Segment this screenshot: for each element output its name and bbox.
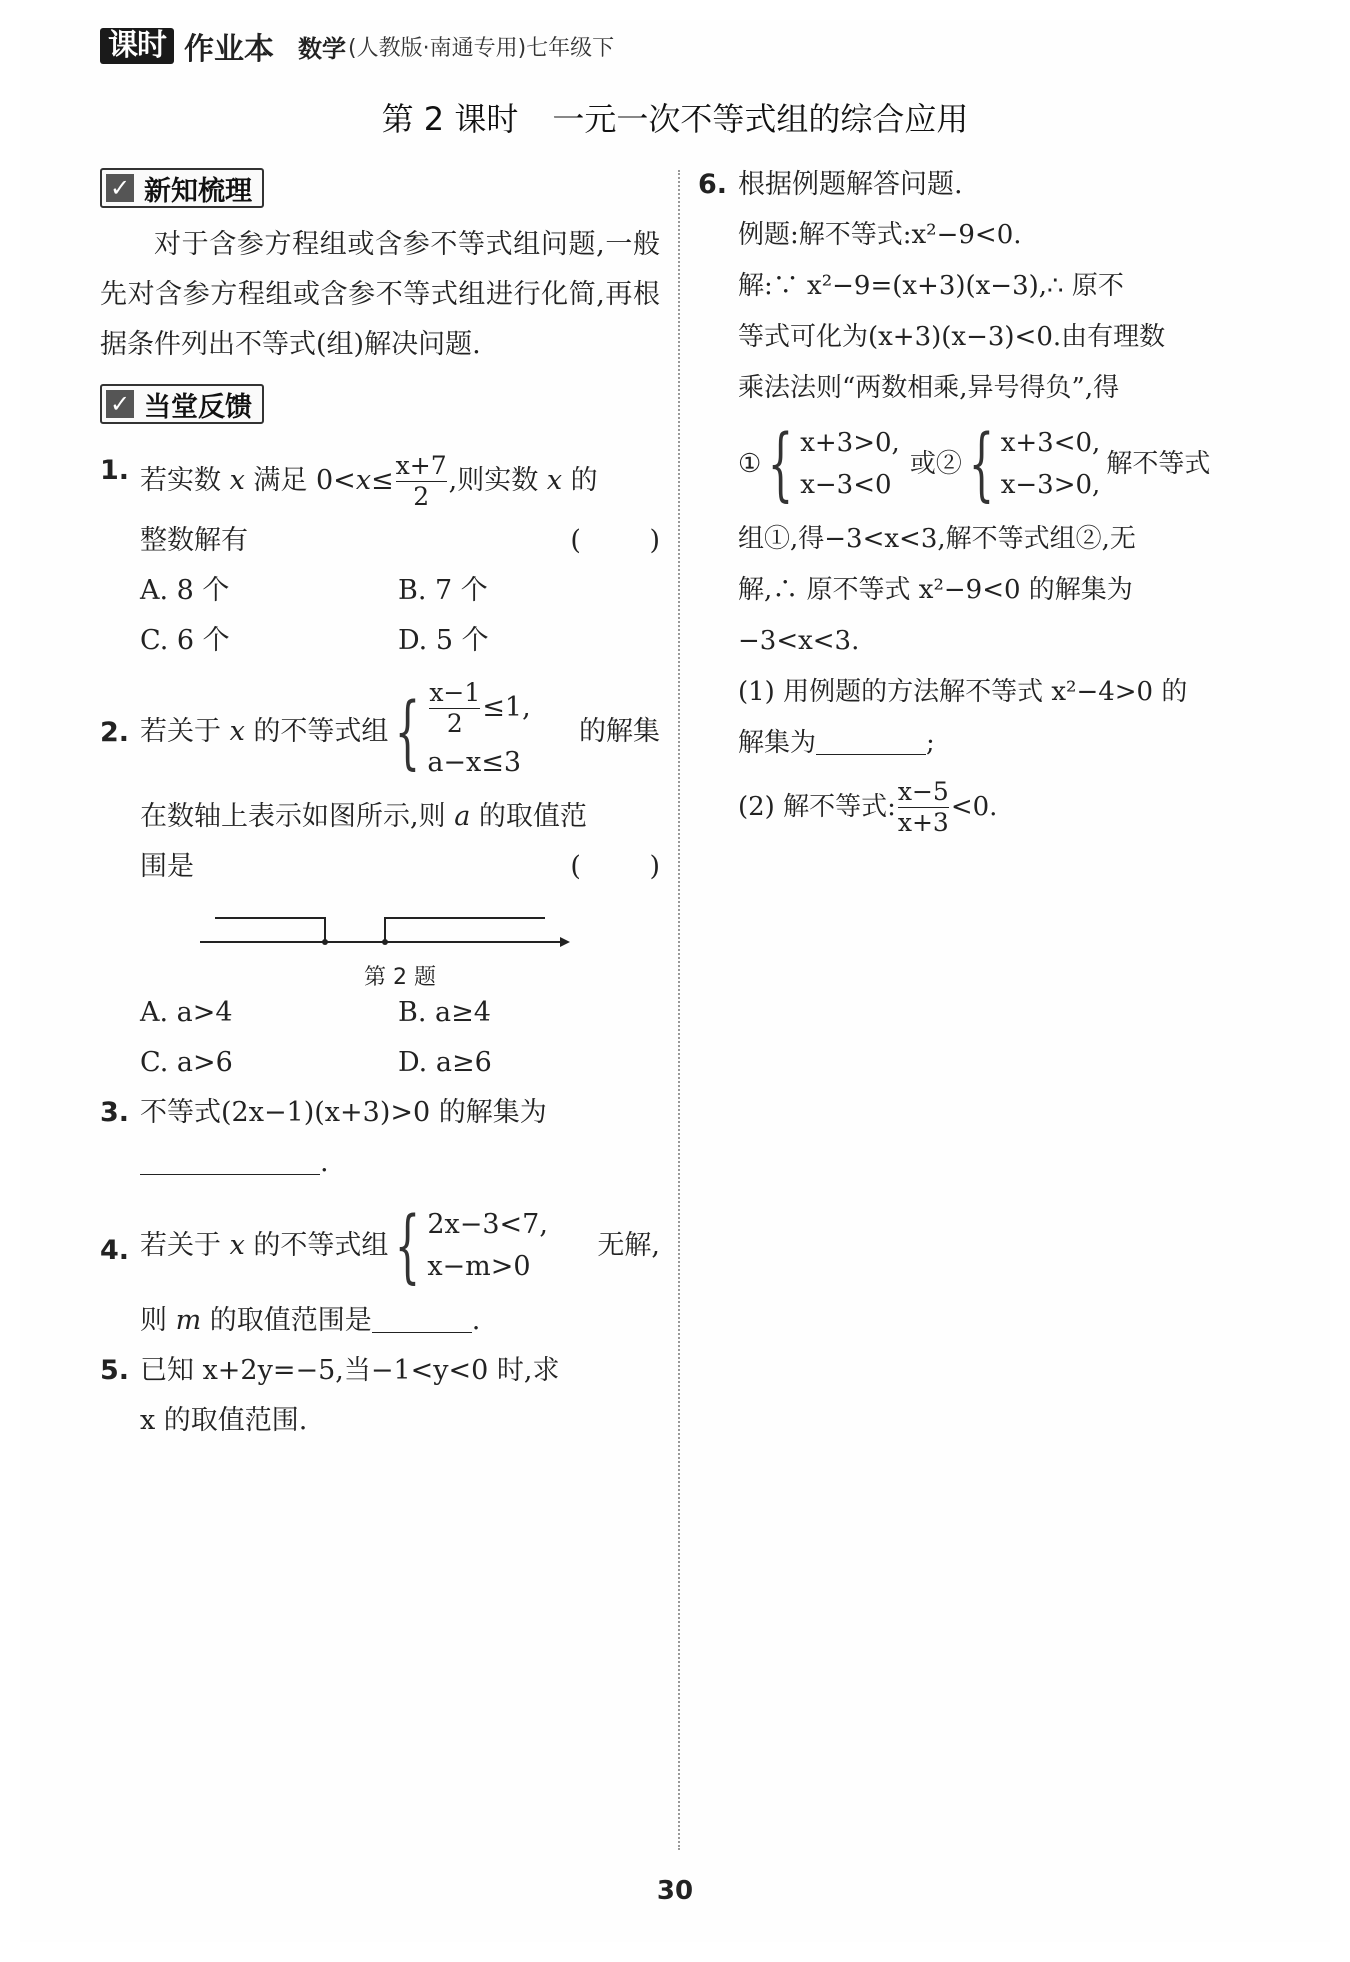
choice-b[interactable]: B. a≥4 xyxy=(398,997,491,1028)
system-label: ① xyxy=(738,448,762,479)
part-2-text: <0. xyxy=(950,791,998,822)
q2-text: 的取值范 xyxy=(478,801,587,832)
question-3 xyxy=(100,1088,660,1188)
var-x: x xyxy=(355,465,372,496)
fraction-denominator: x+3 xyxy=(897,807,949,837)
question-1 xyxy=(100,446,690,566)
left-column xyxy=(100,168,690,1446)
inequality: a−x≤3 xyxy=(427,746,522,778)
solution-line: −3<x<3. xyxy=(738,626,860,656)
choice-d[interactable]: D. a≥6 xyxy=(398,1047,492,1078)
solution-line: 解,∴ 原不等式 x²−9<0 的解集为 xyxy=(738,575,1133,605)
q5-text: 已知 x+2y=−5,当−1<y<0 时,求 xyxy=(140,1355,560,1386)
question-number: 2. xyxy=(100,717,130,748)
var-m: m xyxy=(175,1305,202,1336)
q4-text: 若关于 xyxy=(140,1230,221,1261)
inequality-system xyxy=(388,1199,548,1292)
section-label: 当堂反馈 xyxy=(144,391,252,423)
q2-text: 的解集 xyxy=(579,716,660,747)
lesson-topic: 一元一次不等式组的综合应用 xyxy=(552,100,969,138)
part-1-text: ; xyxy=(926,728,935,758)
var-x: x xyxy=(546,465,563,496)
inequality: x−3<0 xyxy=(800,470,892,500)
fraction xyxy=(898,777,949,838)
fraction-numerator: x−1 xyxy=(429,677,481,707)
inequality: x−3>0, xyxy=(1000,470,1101,500)
fraction xyxy=(429,678,480,739)
brand-badge: 课时 xyxy=(100,28,174,64)
inequality: ≤1, xyxy=(482,691,531,723)
point-right xyxy=(382,939,388,945)
choice-a[interactable]: A. a>4 xyxy=(140,997,233,1028)
question-2 xyxy=(100,672,690,892)
section-label: 新知梳理 xyxy=(144,175,252,207)
choice-c[interactable]: C. a>6 xyxy=(140,1047,233,1078)
question-number: 5. xyxy=(100,1355,130,1386)
inequality: x+3>0, xyxy=(800,428,900,458)
q1-text: ,则实数 xyxy=(448,465,539,496)
choice-c[interactable]: C. 6 个 xyxy=(140,625,230,656)
brace-icon: { xyxy=(395,1199,421,1292)
q6-example xyxy=(698,210,1258,845)
subject-detail: (人教版·南通专用)七年级下 xyxy=(348,35,615,61)
choice-d[interactable]: D. 5 个 xyxy=(398,625,489,656)
solution-line: 解不等式 xyxy=(1106,448,1211,479)
axis-arrow-icon xyxy=(560,937,570,947)
q4-text: 的取值范围是 xyxy=(209,1305,372,1336)
solution-line: 乘法法则“两数相乘,异号得负”,得 xyxy=(738,373,1120,403)
question-number: 1. xyxy=(100,455,130,486)
right-column xyxy=(698,160,1258,845)
var-a: a xyxy=(454,801,471,832)
inequality-system xyxy=(761,417,900,510)
var-x: x xyxy=(229,465,245,496)
q4-text: 的不等式组 xyxy=(253,1230,389,1261)
page-number: 30 xyxy=(656,1876,694,1906)
q1-text: ≤ xyxy=(371,465,394,496)
question-number: 6. xyxy=(698,169,728,200)
q2-choices xyxy=(100,988,660,1088)
var-x: x xyxy=(229,716,245,747)
subject: 数学 xyxy=(298,34,346,63)
question-number: 4. xyxy=(100,1235,130,1266)
example-line: 例题:解不等式:x²−9<0. xyxy=(738,220,1022,250)
summary-text: 对于含参方程组或含参不等式组问题,一般先对含参方程组或含参不等式组进行化简,再根据条件列出不等式(组)解决问题. xyxy=(100,229,660,360)
answer-bracket: ( ) xyxy=(570,851,690,882)
q2-text: 在数轴上表示如图所示,则 xyxy=(140,801,446,832)
fraction-numerator: x−5 xyxy=(897,776,949,806)
column-divider xyxy=(678,170,680,1850)
q4-text: 则 xyxy=(140,1305,167,1336)
point-left xyxy=(322,939,328,945)
solution-ray-left xyxy=(215,918,325,942)
section-tag-new xyxy=(100,168,264,208)
brace-icon: { xyxy=(968,417,995,510)
q2-text: 围是 xyxy=(140,851,194,882)
q4-text: . xyxy=(471,1305,481,1336)
q3-text: 不等式(2x−1)(x+3)>0 的解集为 xyxy=(140,1097,547,1128)
figure-caption: 第 2 题 xyxy=(364,965,436,990)
q5-text: x 的取值范围. xyxy=(140,1405,308,1436)
fraction-denominator: 2 xyxy=(413,482,430,511)
question-6 xyxy=(698,160,1258,210)
part-2-text: (2) 解不等式: xyxy=(738,791,896,822)
solution-systems xyxy=(738,414,1258,514)
inequality: x+3<0, xyxy=(1000,428,1101,458)
lesson-number: 第 2 课时 xyxy=(381,100,519,138)
checkmark-icon: ✓ xyxy=(106,390,134,418)
answer-blank[interactable] xyxy=(372,1302,472,1333)
answer-blank[interactable] xyxy=(140,1144,320,1175)
brace-icon: { xyxy=(768,417,794,510)
choice-b[interactable]: B. 7 个 xyxy=(398,575,488,606)
q1-choices xyxy=(100,566,660,666)
part-2 xyxy=(738,769,1258,845)
header xyxy=(100,26,614,66)
q6-text: 根据例题解答问题. xyxy=(738,169,963,200)
inequality: x−m>0 xyxy=(427,1251,531,1282)
q2-text: 的不等式组 xyxy=(253,716,389,747)
fraction-denominator: 2 xyxy=(446,708,463,738)
question-4 xyxy=(100,1196,660,1346)
inequality: 2x−3<7, xyxy=(427,1209,548,1240)
q1-text: 若实数 xyxy=(140,465,221,496)
solution-line: 解:∵ x²−9=(x+3)(x−3),∴ 原不 xyxy=(738,271,1124,301)
number-line xyxy=(140,892,660,962)
solution-line: 组①,得−3<x<3,解不等式组②,无 xyxy=(738,524,1136,554)
q1-text: 的 xyxy=(570,465,598,496)
inequality-system xyxy=(962,417,1101,510)
solution-ray-right xyxy=(385,918,545,942)
part-1-text: (1) 用例题的方法解不等式 x²−4>0 的 xyxy=(738,677,1188,707)
fraction xyxy=(396,451,447,512)
question-number: 3. xyxy=(100,1097,130,1128)
question-5 xyxy=(100,1346,660,1446)
q4-text: 无解, xyxy=(597,1230,660,1261)
inequality-system xyxy=(388,678,530,787)
choice-a[interactable]: A. 8 个 xyxy=(140,575,230,606)
q2-text: 若关于 xyxy=(140,716,221,747)
answer-blank[interactable] xyxy=(816,724,926,755)
checkmark-icon: ✓ xyxy=(106,174,134,202)
brand-name: 作业本 xyxy=(184,32,274,67)
answer-bracket: ( ) xyxy=(570,525,690,556)
system-label: 或② xyxy=(909,448,962,479)
page-title xyxy=(0,94,1350,140)
solution-line: 等式可化为(x+3)(x−3)<0.由有理数 xyxy=(738,322,1166,352)
q3-text: . xyxy=(320,1147,329,1178)
q1-text: 满足 0< xyxy=(253,465,356,496)
fraction-numerator: x+7 xyxy=(395,451,447,480)
q1-text: 整数解有 xyxy=(140,525,248,556)
number-line-figure xyxy=(140,892,660,990)
part-1-text: 解集为 xyxy=(738,728,817,758)
brace-icon: { xyxy=(395,685,421,778)
section-tag-feedback xyxy=(100,384,264,424)
var-x: x xyxy=(229,1230,245,1261)
